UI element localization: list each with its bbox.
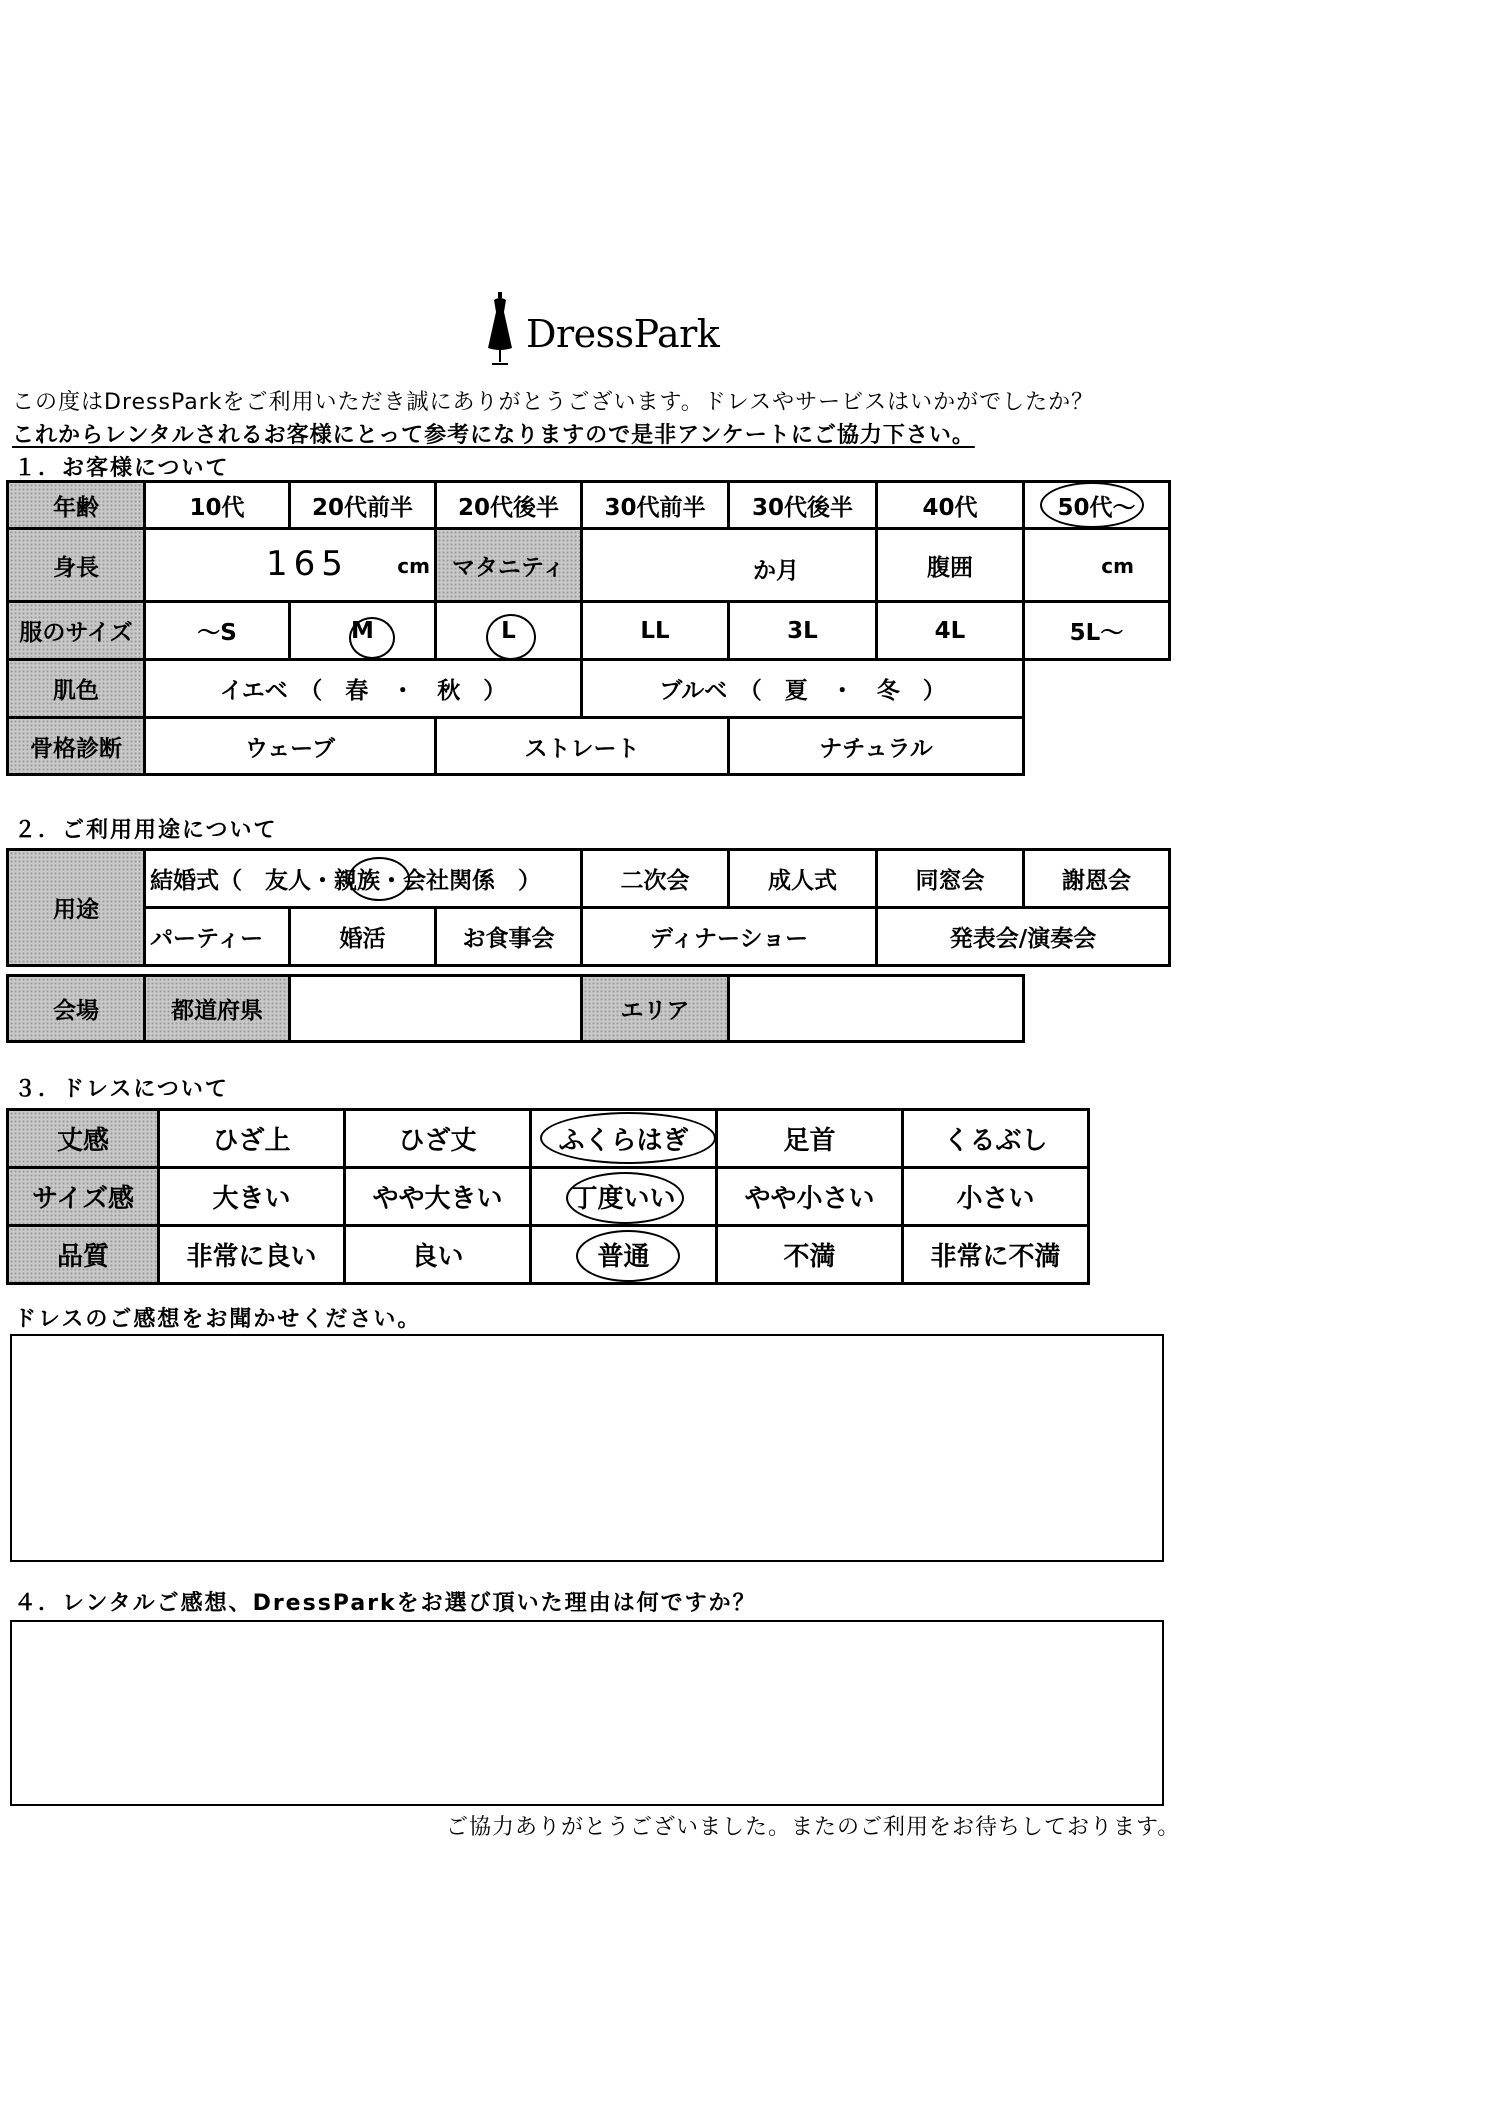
quality-option[interactable]: 不満 (717, 1226, 903, 1284)
height-value: 165 (266, 544, 349, 584)
rental-comment-box[interactable] (10, 1620, 1164, 1806)
selection-circle (566, 1172, 684, 1224)
fit-option-selected[interactable]: 丁度いい (531, 1168, 717, 1226)
fit-option[interactable]: やや大きい (345, 1168, 531, 1226)
body-option[interactable]: ウェーブ (145, 718, 436, 775)
intro-line-1: この度はDressParkをご利用いただき誠にありがとうございます。ドレスやサービスはいかがでしたか？ (12, 390, 1095, 415)
size-option-selected[interactable]: M (290, 602, 436, 660)
purpose-option[interactable]: 成人式 (729, 850, 877, 908)
area-field[interactable] (729, 976, 1024, 1042)
age-option-selected[interactable]: 50代～ (1024, 482, 1170, 529)
age-option[interactable]: 10代 (145, 482, 290, 529)
body-option[interactable]: ストレート (436, 718, 729, 775)
section1-title: １．お客様について (14, 456, 230, 481)
quality-option[interactable]: 非常に良い (159, 1226, 345, 1284)
fit-row (8, 1168, 1089, 1226)
age-label: 年齢 (8, 482, 145, 529)
purpose-label: 用途 (8, 850, 145, 966)
quality-row (8, 1226, 1089, 1284)
age-option[interactable]: 40代 (877, 482, 1024, 529)
size-option[interactable]: ～S (145, 602, 290, 660)
selection-circle (349, 617, 395, 659)
selection-circle (348, 857, 410, 901)
selection-circle (576, 1230, 680, 1282)
purpose-table (6, 848, 1171, 1043)
skin-label: 肌色 (8, 660, 145, 718)
age-row (8, 482, 1170, 529)
skin-row (8, 660, 1170, 718)
skin-blue[interactable]: ブルベ （ 夏 ・ 冬 ） (582, 660, 1024, 718)
purpose-option[interactable]: 謝恩会 (1024, 850, 1170, 908)
height-field[interactable] (145, 529, 436, 602)
size-option[interactable]: 3L (729, 602, 877, 660)
fit-option[interactable]: 小さい (903, 1168, 1089, 1226)
purpose-option[interactable]: 婚活 (290, 908, 436, 966)
size-option[interactable]: LL (582, 602, 729, 660)
section3-title: ３．ドレスについて (14, 1077, 229, 1102)
size-option[interactable]: 4L (877, 602, 1024, 660)
waist-label: 腹囲 (877, 529, 1024, 602)
purpose-option[interactable]: パーティー (145, 908, 290, 966)
purpose-option[interactable]: 発表会/演奏会 (877, 908, 1170, 966)
length-option-selected[interactable]: ふくらはぎ (531, 1110, 717, 1168)
dress-comment-prompt: ドレスのご感想をお聞かせください。 (14, 1307, 422, 1332)
dress-comment-box[interactable] (10, 1334, 1164, 1562)
size-option-selected[interactable]: L (436, 602, 582, 660)
section4-title: ４．レンタルご感想、DressParkをお選び頂いた理由は何ですか？ (14, 1591, 757, 1616)
area-label: エリア (582, 976, 729, 1042)
age-option[interactable]: 20代前半 (290, 482, 436, 529)
venue-row (8, 976, 1170, 1042)
intro-line-2: これからレンタルされるお客様にとって参考になりますので是非アンケートにご協力下さい。 (12, 423, 975, 448)
body-label: 骨格診断 (8, 718, 145, 775)
maternity-label: マタニティ (436, 529, 582, 602)
dress-icon (480, 290, 520, 370)
age-option[interactable]: 30代後半 (729, 482, 877, 529)
length-option[interactable]: ひざ丈 (345, 1110, 531, 1168)
length-label: 丈感 (8, 1110, 159, 1168)
purpose-row-2 (8, 908, 1170, 966)
closing-message: ご協力ありがとうございました。またのご利用をお待ちしております。 (446, 1815, 1181, 1840)
purpose-option[interactable]: 同窓会 (877, 850, 1024, 908)
quality-option[interactable]: 非常に不満 (903, 1226, 1089, 1284)
size-row (8, 602, 1170, 660)
length-option[interactable]: くるぶし (903, 1110, 1089, 1168)
length-option[interactable]: 足首 (717, 1110, 903, 1168)
purpose-row-1 (8, 850, 1170, 908)
height-unit: cm (397, 554, 430, 578)
logo-text: DressPark (526, 312, 720, 356)
prefecture-label: 都道府県 (145, 976, 290, 1042)
section2-title: ２．ご利用用途について (14, 818, 278, 843)
venue-label: 会場 (8, 976, 145, 1042)
maternity-unit: か月 (753, 558, 799, 584)
purpose-option[interactable]: ディナーショー (582, 908, 877, 966)
age-option[interactable]: 20代後半 (436, 482, 582, 529)
length-option[interactable]: ひざ上 (159, 1110, 345, 1168)
maternity-field[interactable] (582, 529, 877, 602)
quality-option[interactable]: 良い (345, 1226, 531, 1284)
age-option[interactable]: 30代前半 (582, 482, 729, 529)
purpose-option[interactable]: お食事会 (436, 908, 582, 966)
selection-circle (486, 614, 536, 660)
quality-label: 品質 (8, 1226, 159, 1284)
waist-unit: cm (1101, 554, 1134, 578)
size-label: 服のサイズ (8, 602, 145, 660)
dresspark-logo (480, 290, 740, 370)
height-label: 身長 (8, 529, 145, 602)
fit-option[interactable]: やや小さい (717, 1168, 903, 1226)
selection-circle (1040, 482, 1144, 528)
purpose-option[interactable]: 二次会 (582, 850, 729, 908)
selection-circle (540, 1112, 716, 1164)
fit-option[interactable]: 大きい (159, 1168, 345, 1226)
prefecture-field[interactable] (290, 976, 582, 1042)
customer-table (6, 480, 1171, 776)
body-option[interactable]: ナチュラル (729, 718, 1024, 775)
height-row (8, 529, 1170, 602)
waist-field[interactable] (1024, 529, 1170, 602)
size-option[interactable]: 5L～ (1024, 602, 1170, 660)
fit-label: サイズ感 (8, 1168, 159, 1226)
skin-yellow[interactable]: イエベ （ 春 ・ 秋 ） (145, 660, 582, 718)
quality-option-selected[interactable]: 普通 (531, 1226, 717, 1284)
body-row (8, 718, 1170, 775)
wedding-option[interactable]: 結婚式（ 友人・親族・会社関係 ） (145, 850, 582, 908)
